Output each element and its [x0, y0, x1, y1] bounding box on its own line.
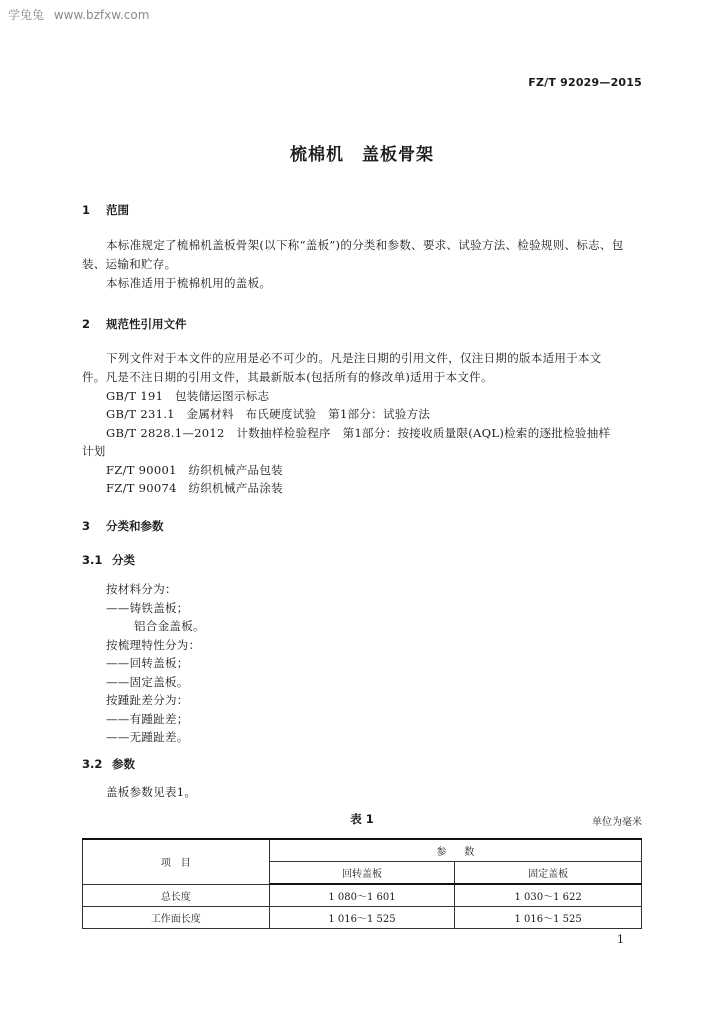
classification-line: ——无踵趾差。 [106, 730, 189, 744]
section-3-heading [82, 518, 164, 534]
section-title: 分类和参数 [106, 519, 164, 533]
table-row [83, 907, 642, 929]
classification-line: ——有踵趾差； [106, 712, 189, 726]
watermark [8, 6, 155, 23]
table-unit: 单位为毫米 [592, 817, 642, 828]
reference-item: GB/T 2828.1—2012 计数抽样检验程序 第1部分：按接收质量限(AQL)检索的逐批检验抽样 [106, 426, 611, 440]
paragraph-line: 本标准适用于梳棉机用的盖板。 [106, 276, 272, 290]
section-2-heading [82, 316, 187, 332]
section-number: 3.2 [82, 757, 103, 771]
section-title: 规范性引用文件 [106, 317, 187, 331]
classification-line: ——回转盖板； [106, 656, 189, 670]
table-header-fixed: 固定盖板 [455, 862, 642, 885]
table-cell-item: 工作面长度 [83, 907, 270, 929]
table-cell-fixed: 1 030～1 622 [455, 884, 642, 907]
reference-item: FZ/T 90074 纺织机械产品涂装 [106, 481, 283, 495]
watermark-site-name: 学兔兔 [8, 8, 45, 22]
section-title: 分类 [112, 553, 136, 567]
table-row [83, 884, 642, 907]
classification-line: 按踵趾差分为： [106, 693, 189, 707]
table-caption: 表 1 [350, 812, 374, 826]
paragraph-line: 装、运输和贮存。 [82, 257, 177, 271]
section-title: 参数 [112, 757, 136, 771]
table-cell-item: 总长度 [83, 884, 270, 907]
section-title: 范围 [106, 203, 130, 217]
reference-item: FZ/T 90001 纺织机械产品包装 [106, 463, 283, 477]
section-number: 3 [82, 519, 91, 533]
document-title: 梳棉机 盖板骨架 [290, 145, 434, 165]
page-number: 1 [617, 933, 624, 946]
table-header-parameters-label: 参数 [436, 847, 493, 858]
section-number: 2 [82, 317, 91, 331]
table-header-rotary: 回转盖板 [269, 862, 455, 885]
paragraph-line: 下列文件对于本文件的应用是必不可少的。凡是注日期的引用文件，仅注日期的版本适用于本文 [106, 351, 602, 365]
table-cell-fixed: 1 016～1 525 [455, 907, 642, 929]
section-number: 3.1 [82, 553, 103, 567]
classification-line: ——固定盖板。 [106, 675, 189, 689]
classification-line: 按材料分为： [106, 582, 177, 596]
table-cell-rotary: 1 016～1 525 [269, 907, 455, 929]
parameter-table [82, 838, 642, 929]
classification-line: ——铸铁盖板； [106, 601, 189, 615]
watermark-url: www.bzfxw.com [53, 8, 150, 22]
standard-code: FZ/T 92029—2015 [528, 76, 642, 89]
paragraph-line: 件。凡是不注日期的引用文件，其最新版本(包括所有的修改单)适用于本文件。 [82, 370, 493, 384]
section-1-heading [82, 202, 129, 218]
section-3-1-heading [82, 552, 135, 568]
reference-item: GB/T 231.1 金属材料 布氏硬度试验 第1部分：试验方法 [106, 407, 431, 421]
reference-item-continued: 计划 [82, 444, 106, 458]
classification-line: 铝合金盖板。 [134, 619, 205, 633]
table-header-parameters [269, 839, 641, 862]
reference-item: GB/T 191 包装储运图示标志 [106, 389, 270, 403]
paragraph-line: 本标准规定了梳棉机盖板骨架(以下称“盖板”)的分类和参数、要求、试验方法、检验规则、标志、包 [106, 238, 624, 252]
section-number: 1 [82, 203, 91, 217]
classification-line: 按梳理特性分为： [106, 638, 201, 652]
table-cell-rotary: 1 080～1 601 [269, 884, 455, 907]
table-header-item: 项 目 [83, 839, 270, 884]
section-3-2-heading [82, 756, 135, 772]
paragraph-line: 盖板参数见表1。 [106, 785, 197, 799]
